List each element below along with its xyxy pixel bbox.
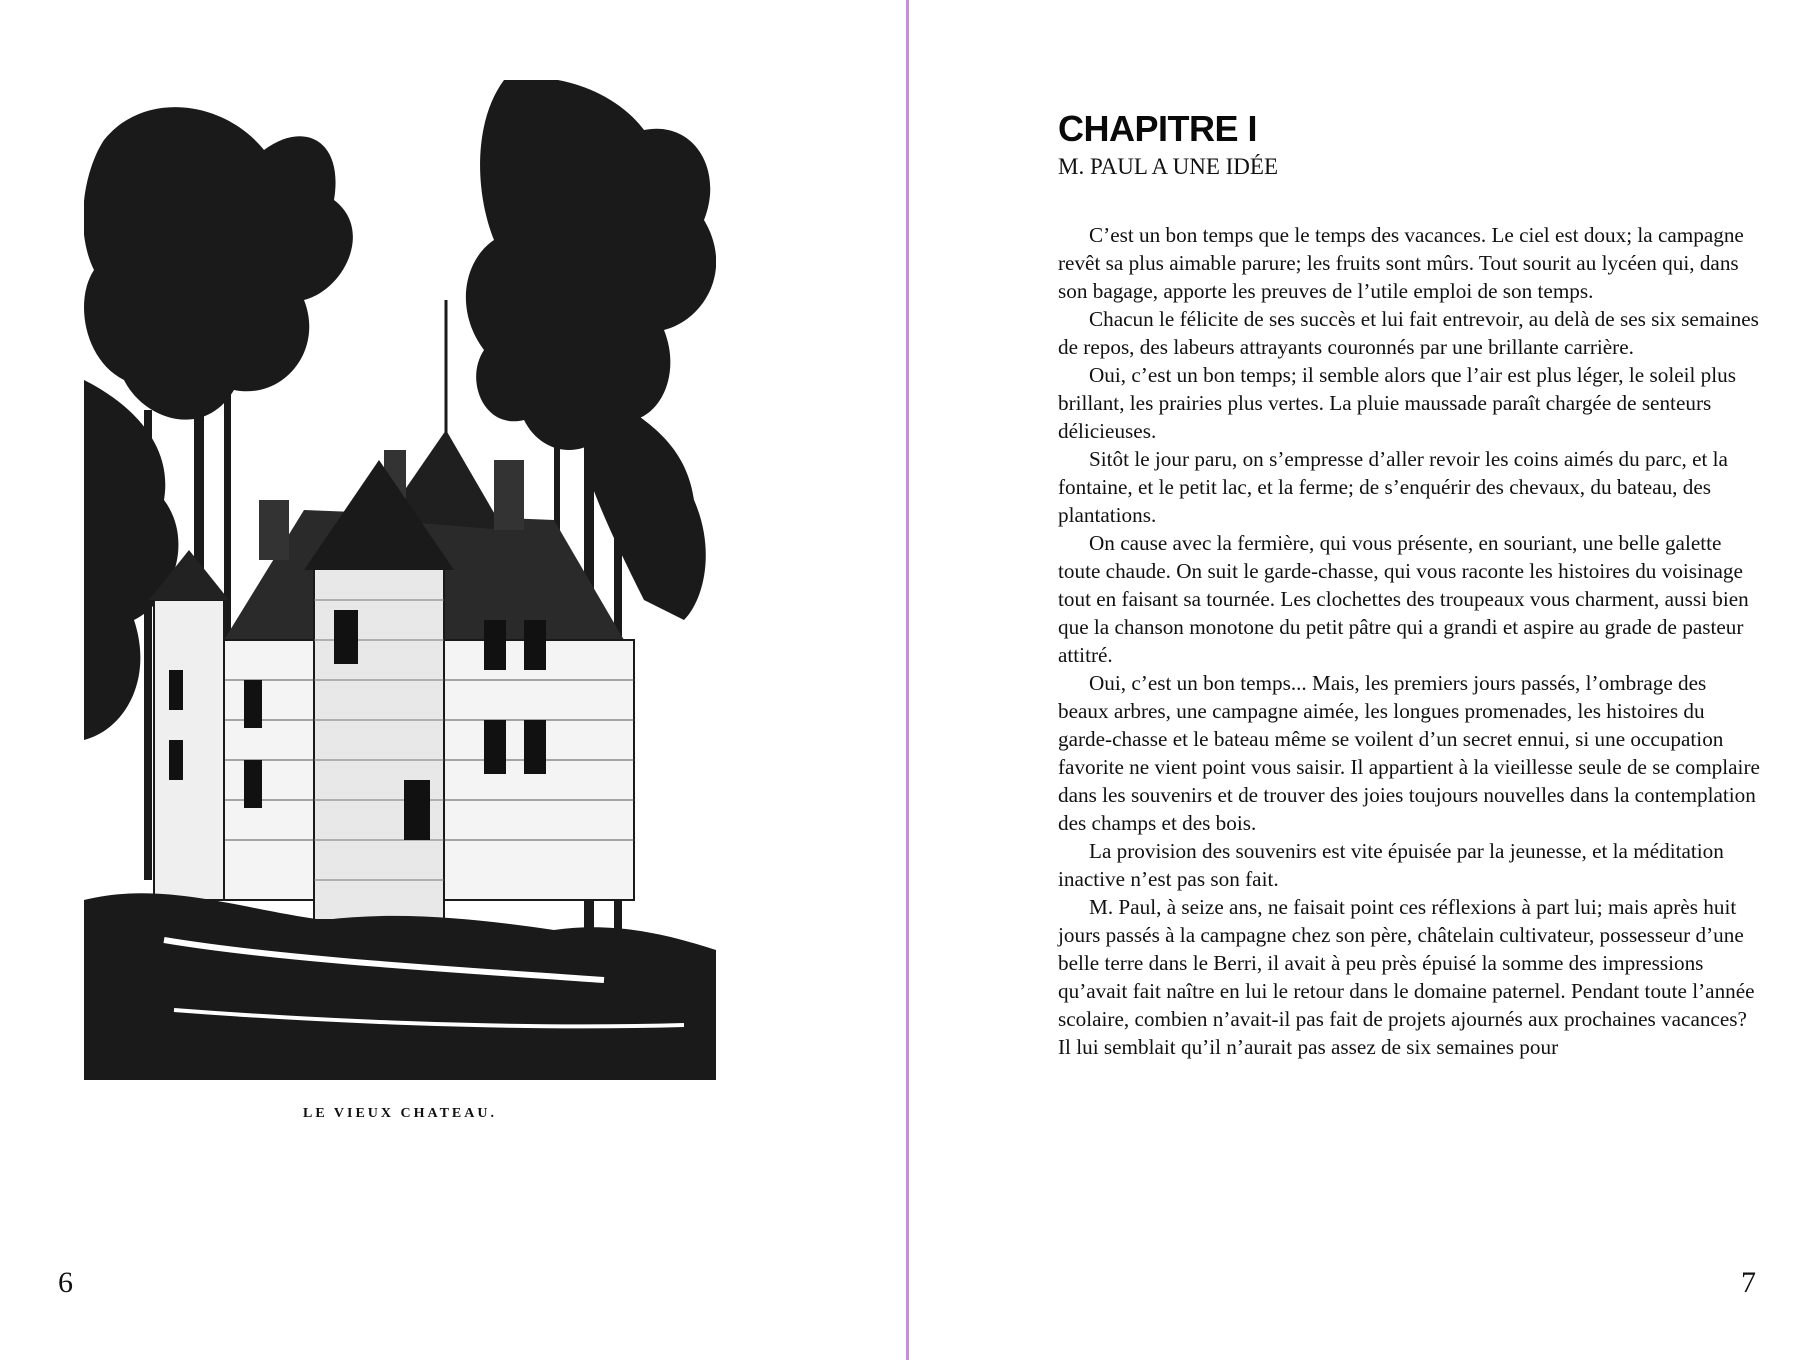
page-number-right: 7	[1741, 1266, 1756, 1299]
paragraph: Oui, c’est un bon temps; il semble alors que l’air est plus léger, le soleil plus brillant, les prairies plus vertes. La pluie maussade paraît chargée de senteurs délicieuses.	[1058, 363, 1737, 443]
paragraph: La provision des souvenirs est vite épuisée par la jeunesse, et la méditation inactive n’est pas son fait.	[1058, 839, 1724, 891]
paragraph: C’est un bon temps que le temps des vacances. Le ciel est doux; la campagne revêt sa plus aimable parure; les fruits sont mûrs. Tout sourit au lycéen qui, dans son bagage, apporte les preuves de l’utile emploi de son temps.	[1058, 223, 1744, 303]
chateau-illustration	[84, 80, 716, 1080]
illustration-caption: LE VIEUX CHATEAU.	[302, 1106, 497, 1121]
page-gutter	[906, 0, 909, 1360]
paragraph: On cause avec la fermière, qui vous présente, en souriant, une belle galette toute chaude. On suit le garde-chasse, qui vous raconte les histoires du voisinage tout en faisant sa tournée. Les clochettes des troupeaux vous charment, aussi bien que la chanson monotone du petit pâtre qui a grandi et aspire au grade de pasteur attitré.	[1058, 531, 1749, 667]
paragraph: Oui, c’est un bon temps... Mais, les premiers jours passés, l’ombrage des beaux arbres, une campagne aimée, les longues promenades, les histoires du garde-chasse et le bateau même se voilent d’un secret ennui, si une occupation favorite ne vient point vous saisir. Il appartient à la vieillesse seule de se complaire dans les souvenirs et de trouver des joies toujours nouvelles dans la contemplation des champs et des bois.	[1058, 671, 1760, 835]
paragraph: Chacun le félicite de ses succès et lui fait entrevoir, au delà de ses six semaines de repos, des labeurs attrayants couronnés par une brillante carrière.	[1058, 307, 1759, 359]
chapter-body	[1058, 221, 1762, 1061]
page-number-left: 6	[58, 1266, 73, 1299]
chapter-title: CHAPITRE I	[1058, 108, 1258, 149]
right-page	[910, 0, 1814, 1360]
paragraph: M. Paul, à seize ans, ne faisait point ces réflexions à part lui; mais après huit jours passés à la campagne chez son père, châtelain cultivateur, possesseur d’une belle terre dans le Berri, il avait à peu près épuisé la somme des impressions qu’avait fait naître en lui le retour dans le domaine paternel. Pendant toute l’année scolaire, combien n’avait-il pas fait de projets ajournés aux prochaines vacances? Il lui semblait qu’il n’aurait pas assez de six semaines pour	[1058, 895, 1755, 1059]
paragraph: Sitôt le jour paru, on s’empresse d’aller revoir les coins aimés du parc, et la fontaine, et le petit lac, et la ferme; de s’enquérir des chevaux, du bateau, des plantations.	[1058, 447, 1728, 527]
chapter-subtitle: M. PAUL A UNE IDÉE	[1058, 154, 1279, 179]
